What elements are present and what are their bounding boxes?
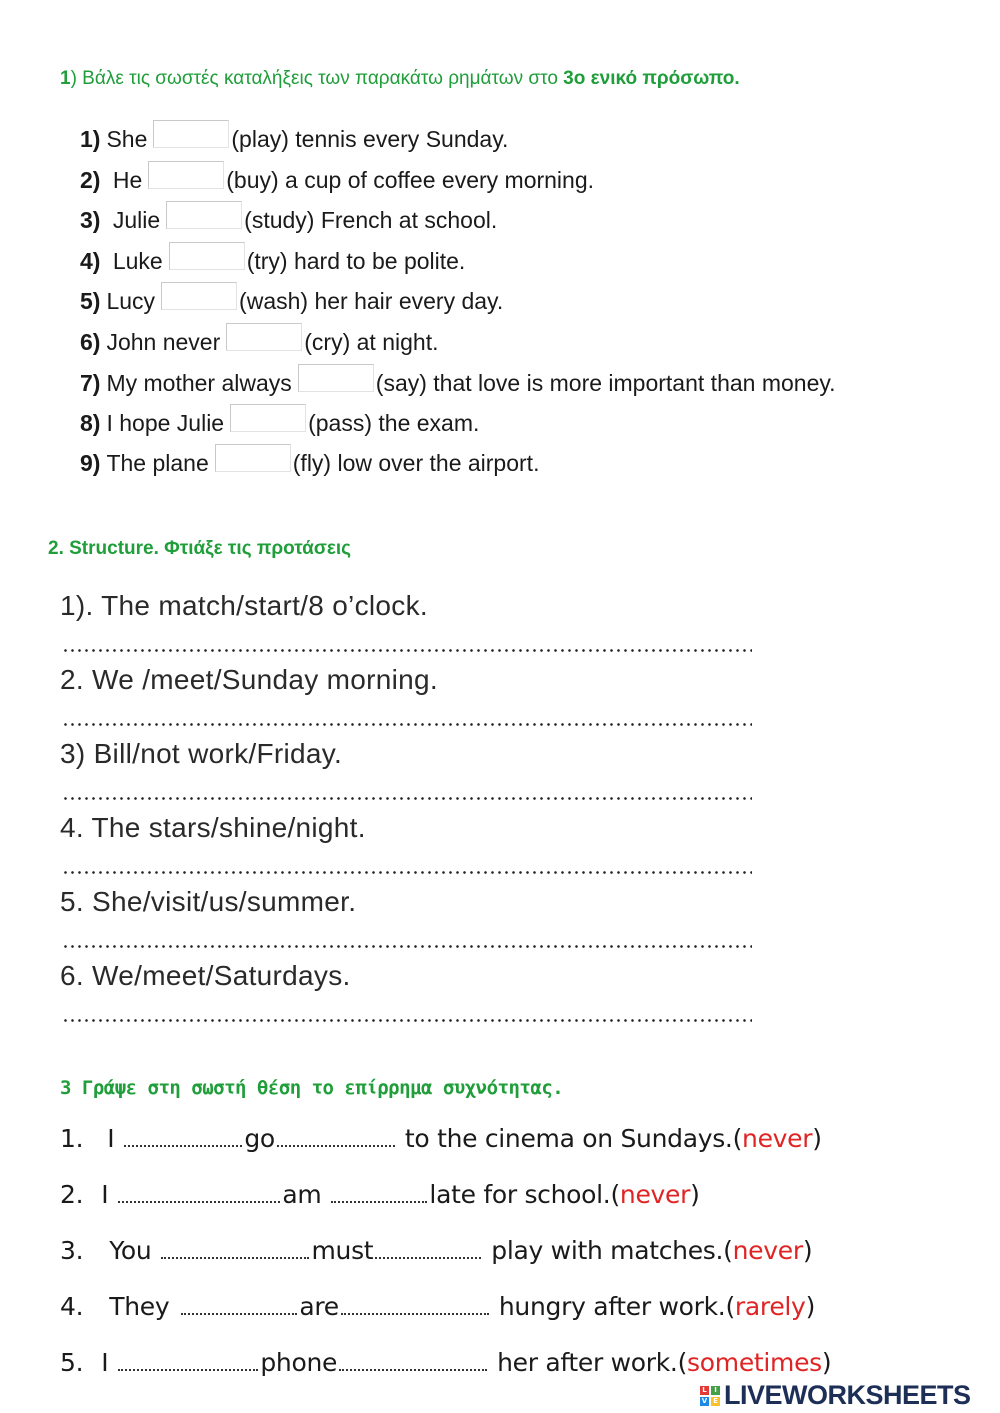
exercise1-item-7: [80, 370, 836, 397]
item-subject: Julie: [106, 207, 161, 233]
exercise1-item-9: [80, 450, 539, 477]
blank-before-verb[interactable]: [124, 1141, 242, 1147]
answer-line-6[interactable]: [62, 1013, 752, 1027]
exercise1-item-8: [80, 410, 479, 437]
answer-input-4[interactable]: [169, 242, 245, 270]
logo-text: LIVEWORKSHEETS: [724, 1380, 971, 1410]
item-rest: (say) that love is more important than money.: [375, 370, 836, 396]
answer-input-5[interactable]: [161, 282, 237, 310]
item-subject: You: [109, 1236, 152, 1265]
item-rest: (fly) low over the airport.: [292, 450, 540, 476]
item-number: 7): [80, 370, 101, 396]
item-close: ): [805, 1292, 816, 1321]
item-number: 6): [80, 329, 101, 355]
item-verb: phone: [260, 1348, 338, 1377]
item-close: ): [690, 1180, 700, 1209]
item-subject: John never: [106, 329, 221, 355]
section1-heading: [60, 68, 740, 90]
item-rest: hungry after work.(: [498, 1292, 735, 1321]
item-rest: her after work.(: [497, 1348, 688, 1377]
logo-mark-l: L: [700, 1386, 709, 1395]
item-number: 9): [80, 450, 101, 476]
item-number: 4): [80, 248, 101, 274]
logo-mark-icon: [700, 1386, 720, 1406]
adverb-item-3: [60, 1236, 812, 1265]
blank-after-verb[interactable]: [375, 1253, 481, 1259]
exercise1-item-5: [80, 288, 503, 315]
answer-input-8[interactable]: [230, 404, 306, 432]
section1-number: 1: [60, 68, 71, 89]
blank-before-verb[interactable]: [118, 1197, 280, 1203]
structure-prompt-6: 6. We/meet/Saturdays.: [60, 960, 351, 991]
section1-instruction: ) Βάλε τις σωστές καταλήξεις των παρακάτω ρημάτων στο: [70, 68, 564, 89]
adverb-item-4: [60, 1292, 815, 1321]
item-subject: My mother always: [106, 370, 292, 396]
answer-line-4[interactable]: [62, 865, 752, 879]
answer-line-3[interactable]: [62, 791, 752, 805]
blank-after-verb[interactable]: [339, 1365, 487, 1371]
blank-after-verb[interactable]: [331, 1197, 427, 1203]
logo-mark-e: E: [711, 1397, 720, 1406]
item-rest: (pass) the exam.: [308, 410, 480, 436]
exercise1-item-4: [80, 248, 465, 275]
exercise1-item-3: [80, 207, 497, 234]
logo-mark-i: I: [711, 1386, 720, 1395]
adverb-hint: rarely: [734, 1292, 806, 1321]
item-number: 5.: [60, 1348, 84, 1377]
item-close: ): [802, 1236, 813, 1265]
blank-after-verb[interactable]: [277, 1141, 395, 1147]
item-rest: (cry) at night.: [304, 329, 439, 355]
structure-prompt-2: 2. We /meet/Sunday morning.: [60, 664, 438, 695]
item-number: 2): [80, 167, 101, 193]
item-subject: The plane: [106, 450, 209, 476]
item-number: 5): [80, 288, 101, 314]
item-close: ): [812, 1124, 822, 1153]
item-verb: go: [244, 1124, 275, 1153]
item-rest: to the cinema on Sundays.(: [404, 1124, 743, 1153]
answer-input-2[interactable]: [148, 161, 224, 189]
blank-after-verb[interactable]: [341, 1309, 489, 1315]
item-rest: (study) French at school.: [244, 207, 498, 233]
item-subject: She: [106, 126, 148, 152]
blank-before-verb[interactable]: [118, 1365, 258, 1371]
item-number: 3): [80, 207, 101, 233]
item-rest: (buy) a cup of coffee every morning.: [226, 167, 595, 193]
item-verb: are: [299, 1292, 339, 1321]
item-subject: I: [107, 1124, 115, 1153]
item-subject: Lucy: [106, 288, 156, 314]
item-number: 4.: [60, 1292, 84, 1321]
item-close: ): [821, 1348, 832, 1377]
answer-line-1[interactable]: [62, 643, 752, 657]
item-number: 2.: [60, 1180, 84, 1209]
adverb-hint: sometimes: [687, 1348, 822, 1377]
item-verb: must: [311, 1236, 374, 1265]
section3-heading: 3 Γράψε στη σωστή θέση το επίρρημα συχνότητας.: [60, 1077, 564, 1099]
item-rest: (try) hard to be polite.: [246, 248, 466, 274]
item-subject: He: [106, 167, 143, 193]
section2-heading: 2. Structure. Φτιάξε τις προτάσεις: [48, 538, 352, 559]
item-number: 1.: [60, 1124, 84, 1153]
structure-prompt-1: 1). The match/start/8 o’clock.: [60, 590, 428, 621]
item-number: 1): [80, 126, 101, 152]
item-subject: They: [109, 1292, 170, 1321]
section1-instruction-emphasis: 3ο ενικό πρόσωπο.: [563, 68, 740, 89]
structure-prompt-3: 3) Bill/not work/Friday.: [60, 738, 343, 769]
answer-line-2[interactable]: [62, 717, 752, 731]
item-subject: Luke: [106, 248, 163, 274]
exercise1-item-2: [80, 167, 594, 194]
answer-input-3[interactable]: [166, 201, 242, 229]
exercise1-item-1: [80, 126, 508, 153]
blank-before-verb[interactable]: [181, 1309, 297, 1315]
item-rest: (wash) her hair every day.: [239, 288, 504, 314]
item-verb: am: [282, 1180, 322, 1209]
answer-input-9[interactable]: [215, 444, 291, 472]
answer-line-5[interactable]: [62, 939, 752, 953]
answer-input-7[interactable]: [298, 364, 374, 392]
item-rest: late for school.(: [429, 1180, 620, 1209]
exercise1-item-6: [80, 329, 438, 356]
adverb-item-2: [60, 1180, 700, 1209]
adverb-item-1: [60, 1124, 822, 1153]
structure-prompt-5: 5. She/visit/us/summer.: [60, 886, 357, 917]
item-rest: play with matches.(: [491, 1236, 733, 1265]
item-rest: (play) tennis every Sunday.: [231, 126, 509, 152]
logo-mark-v: V: [701, 1396, 708, 1405]
adverb-item-5: [60, 1348, 831, 1377]
item-subject: I: [101, 1180, 109, 1209]
item-number: 3.: [60, 1236, 84, 1265]
adverb-hint: never: [732, 1236, 803, 1265]
adverb-hint: never: [742, 1124, 813, 1153]
item-subject: I: [101, 1348, 109, 1377]
adverb-hint: never: [619, 1180, 691, 1209]
blank-before-verb[interactable]: [161, 1253, 309, 1259]
item-subject: I hope Julie: [106, 410, 225, 436]
answer-input-1[interactable]: [153, 120, 229, 148]
liveworksheets-logo: [700, 1380, 971, 1411]
answer-input-6[interactable]: [226, 323, 302, 351]
structure-prompt-4: 4. The stars/shine/night.: [60, 812, 366, 843]
item-number: 8): [80, 410, 101, 436]
